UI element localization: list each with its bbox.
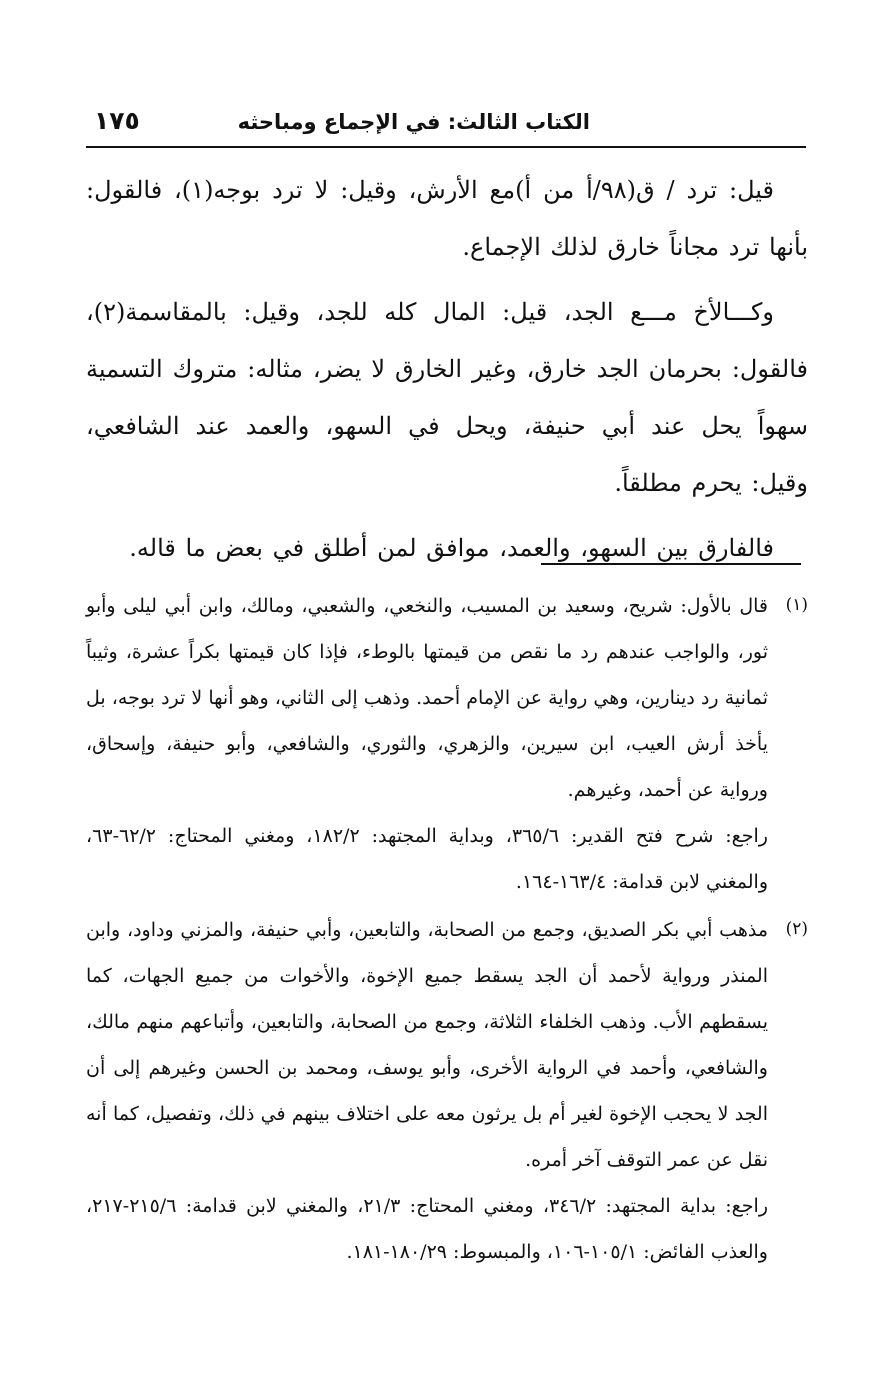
paragraph: قيل: ترد / ق(٩٨/أ من أ)مع الأرش، وقيل: لا ترد بوجه(١)، فالقول: بأنها ترد مجاناً خارق لذلك الإجماع.: [86, 176, 808, 261]
footnote-divider: [541, 563, 801, 565]
page-number: ١٧٥: [94, 106, 140, 135]
running-header: [86, 104, 806, 148]
paragraph: فالفارق بين السهو، والعمد، موافق لمن أطلق في بعض ما قاله.: [129, 534, 774, 562]
footnote: [86, 907, 808, 1275]
paragraph: وكـــالأخ مـــع الجد، قيل: المال كله للجد، وقيل: بالمقاسمة(٢)، فالقول: بحرمان الجد خارق، وغير الخارق لا يضر، مثاله: متروك التسمية سهواً يحل عند أبي حنيفة، ويحل في السهو، والعمد عند الشافعي، وقيل: يحرم مطلقاً.: [86, 298, 808, 497]
main-text: [86, 162, 808, 577]
footnote-reference: راجع: بداية المجتهد: ٣٤٦/٢، ومغني المحتاج: ٢١/٣، والمغني لابن قدامة: ٢١٥/٦-٢١٧، والعذب الفائض: ١٠٥/١-١٠٦، والمبسوط: ١٨٠/٢٩-١٨١.: [86, 1195, 768, 1263]
footnote-text: قال بالأول: شريح، وسعيد بن المسيب، والنخعي، والشعبي، ومالك، وابن أبي ليلى وأبو ثور، والواجب عندهم رد ما نقص من قيمتها بالوطء، فإذا كان قيمتها بكراً عشرة، وثيباً ثمانية رد دينارين، وهي رواية عن الإمام أحمد. وذهب إلى الثاني، وهو أنها لا ترد بوجه، بل يأخذ أرش العيب، ابن سيرين، والزهري، والثوري، والشافعي، وأبو حنيفة، وإسحاق، ورواية عن أحمد، وغيرهم.: [86, 595, 768, 801]
footnote-number: (٢): [785, 919, 808, 939]
footnote: [86, 583, 808, 905]
footnotes: [86, 583, 808, 1275]
footnote-reference: راجع: شرح فتح القدير: ٣٦٥/٦، وبداية المجتهد: ١٨٢/٢، ومغني المحتاج: ٦٢/٢-٦٣، والمغني لابن قدامة: ١٦٣/٤-١٦٤.: [86, 825, 768, 893]
footnote-text: مذهب أبي بكر الصديق، وجمع من الصحابة، والتابعين، وأبي حنيفة، والمزني وداود، وابن المنذر ورواية لأحمد أن الجد يسقط جميع الإخوة، والأخوات من جميع الجهات، كما يسقطهم الأب. وذهب الخلفاء الثلاثة، وجمع من الصحابة، والتابعين، وأتباعهم منهم مالك، والشافعي، وأحمد في الرواية الأخرى، وأبو يوسف، ومحمد بن الحسن وغيرهم إلى أن الجد لا يحجب الإخوة لغير أم بل يرثون معه على اختلاف بينهم في ذلك، وتفصيل، كما أنه نقل عن عمر التوقف آخر أمره.: [86, 919, 768, 1171]
footnote-number: (١): [785, 595, 808, 615]
chapter-title: الكتاب الثالث: في الإجماع ومباحثه: [237, 110, 590, 134]
